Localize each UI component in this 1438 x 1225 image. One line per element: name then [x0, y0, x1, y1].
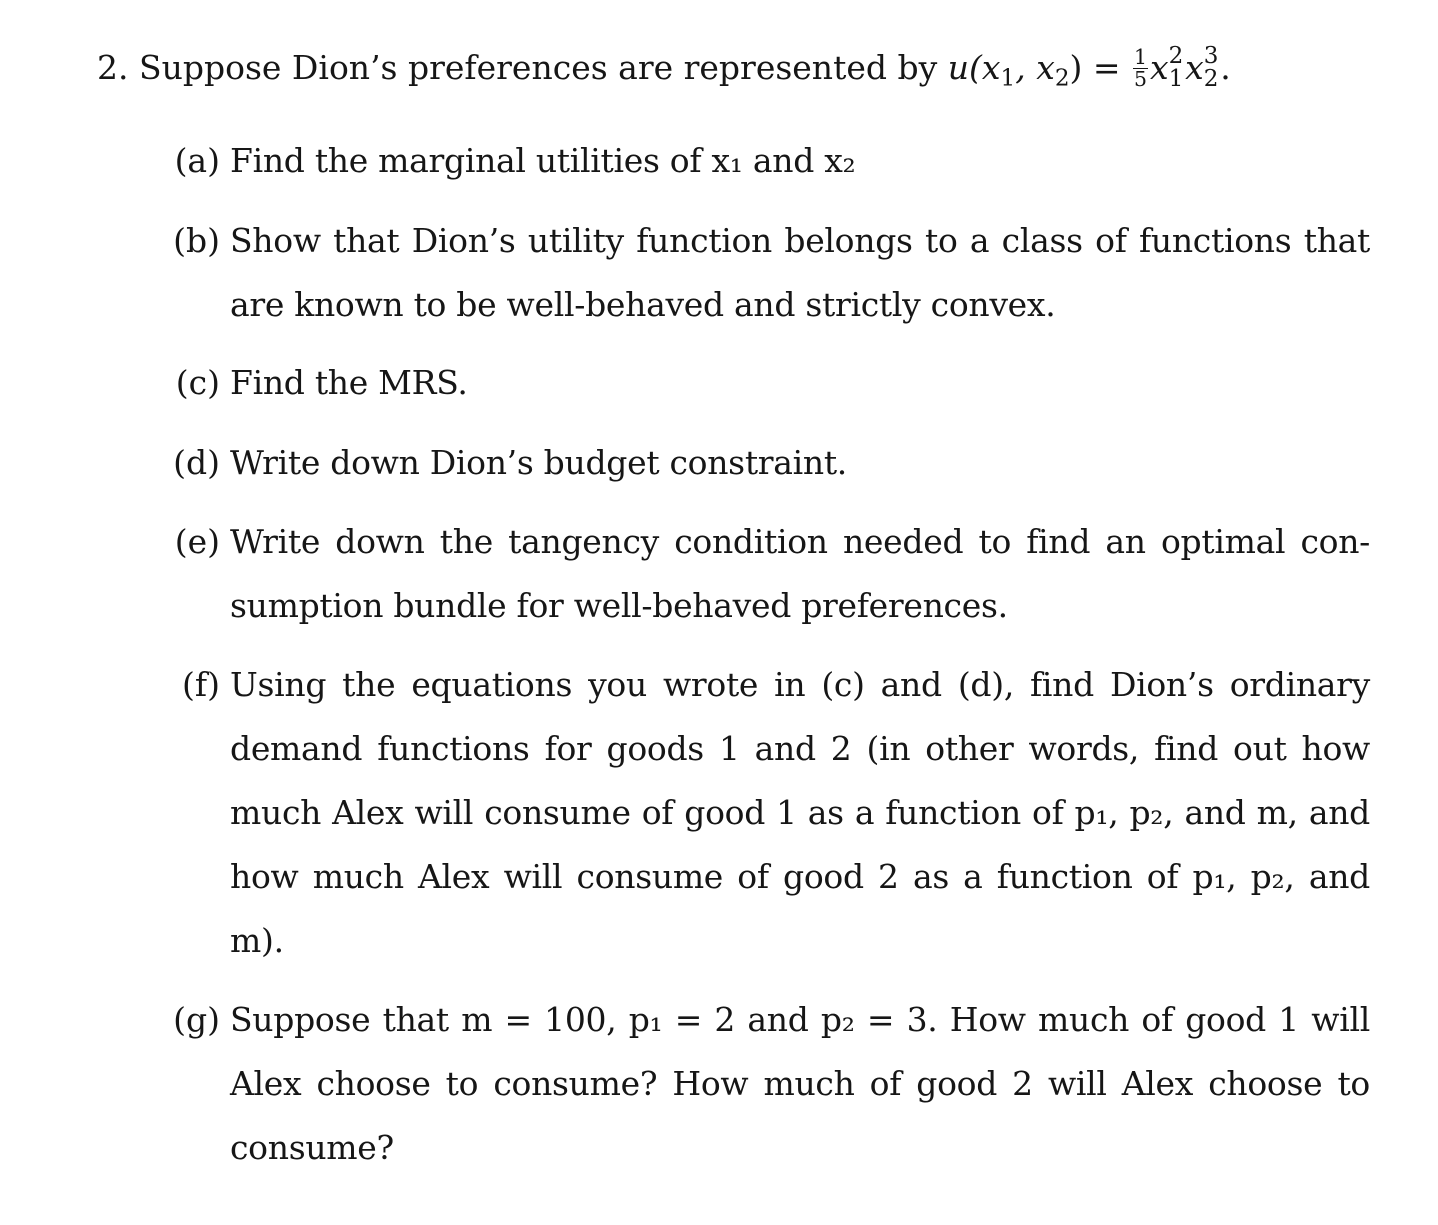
problem-statement	[97, 44, 1397, 102]
part-text	[230, 431, 1370, 495]
utility-args-comma: , x	[1015, 48, 1055, 87]
part-text	[230, 209, 1370, 337]
part-a	[160, 129, 1370, 193]
x1-exponent: 2	[1168, 42, 1184, 69]
utility-args-open: (x	[969, 48, 1001, 87]
part-f	[160, 653, 1370, 973]
part-d	[160, 431, 1370, 495]
part-line: Show that Dion’s utility function belongs to a class of functions that	[230, 221, 1370, 260]
part-label: (a)	[174, 141, 220, 180]
part-line: Write down the tangency condition needed to find an optimal con-	[230, 522, 1370, 561]
part-label: (b)	[173, 221, 220, 260]
part-e	[160, 510, 1370, 638]
fraction-numerator: 1	[1134, 45, 1148, 70]
part-line: Write down Dion’s budget constraint.	[230, 443, 847, 482]
part-text	[230, 510, 1370, 638]
part-label: (c)	[175, 363, 220, 402]
x2-variable: x	[1185, 48, 1204, 87]
part-text	[230, 653, 1370, 973]
part-line: Suppose that m = 100, p₁ = 2 and p₂ = 3. How much of good 1 will	[230, 1000, 1370, 1039]
part-label: (e)	[174, 522, 220, 561]
x2-subscript: 2	[1203, 65, 1219, 92]
part-c	[160, 351, 1370, 415]
part-line: Alex choose to consume? How much of good 2 will Alex choose to	[230, 1064, 1370, 1103]
x2-scripts	[1203, 42, 1221, 92]
x1-scripts	[1168, 42, 1186, 92]
part-line: how much Alex will consume of good 2 as a function of p₁, p₂, and	[230, 857, 1370, 896]
part-label: (f)	[182, 665, 220, 704]
part-text	[230, 129, 1370, 193]
part-line: Find the marginal utilities of x₁ and x₂	[230, 141, 856, 180]
part-text	[230, 351, 1370, 415]
part-label: (g)	[173, 1000, 220, 1039]
utility-args-close: ) =	[1069, 48, 1121, 87]
arg2-subscript: 2	[1054, 65, 1070, 92]
part-b	[160, 209, 1370, 337]
part-line: m).	[230, 921, 284, 960]
part-line: are known to be well-behaved and strictly convex.	[230, 285, 1056, 324]
part-g	[160, 988, 1370, 1180]
problem-number: 2.	[97, 48, 129, 87]
problem-intro: Suppose Dion’s preferences are represented by	[139, 48, 938, 87]
part-line: demand functions for goods 1 and 2 (in other words, find out how	[230, 729, 1370, 768]
utility-function-name: u	[947, 48, 970, 87]
x2-exponent: 3	[1203, 42, 1219, 69]
part-line: sumption bundle for well-behaved preferences.	[230, 586, 1008, 625]
arg1-subscript: 1	[1000, 65, 1016, 92]
part-line: much Alex will consume of good 1 as a function of p₁, p₂, and m, and	[230, 793, 1370, 832]
utility-fraction	[1133, 47, 1148, 89]
statement-period: .	[1220, 48, 1231, 87]
part-line: Using the equations you wrote in (c) and (d), find Dion’s ordinary	[230, 665, 1370, 704]
x1-subscript: 1	[1168, 65, 1184, 92]
part-label: (d)	[173, 443, 220, 482]
part-line: Find the MRS.	[230, 363, 468, 402]
fraction-denominator: 5	[1134, 66, 1148, 91]
part-line: consume?	[230, 1128, 394, 1167]
part-text	[230, 988, 1370, 1180]
x1-variable: x	[1150, 48, 1169, 87]
